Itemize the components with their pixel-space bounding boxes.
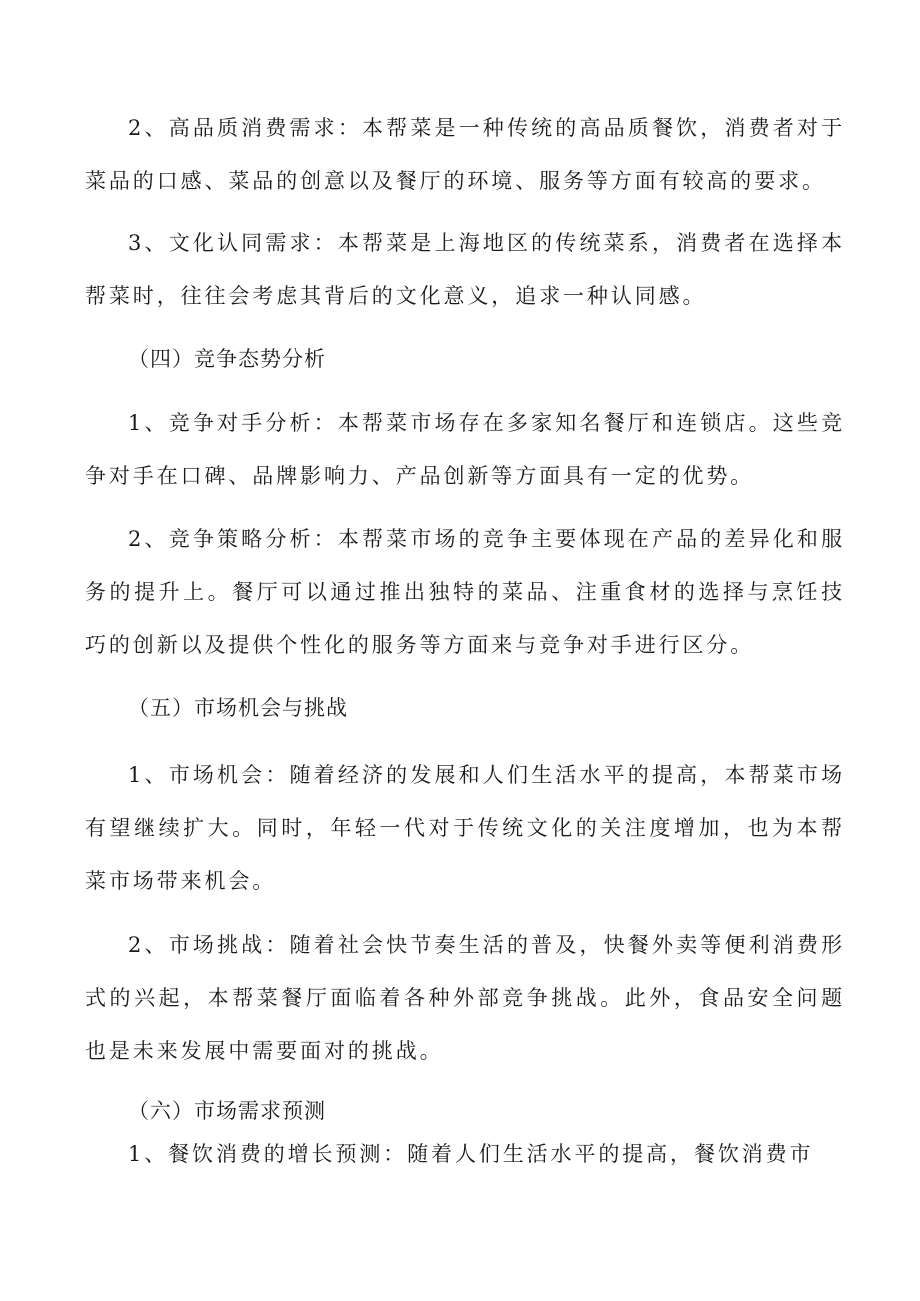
paragraph-market-challenge: 2、市场挑战：随着社会快节奏生活的普及，快餐外卖等便利消费形式的兴起，本帮菜餐厅面临着各种外部竞争挑战。此外，食品安全问题也是未来发展中需要面对的挑战。 [85,933,845,1063]
paragraph-competitive-strategy: 2、竞争策略分析：本帮菜市场的竞争主要体现在产品的差异化和服务的提升上。餐厅可以通过推出独特的菜品、注重食材的选择与烹饪技巧的创新以及提供个性化的服务等方面来与竞争对手进行区分。 [85,527,845,657]
paragraph-consumption-quality: 2、高品质消费需求：本帮菜是一种传统的高品质餐饮，消费者对于菜品的口感、菜品的创意以及餐厅的环境、服务等方面有较高的要求。 [85,116,845,193]
paragraph-consumption-growth: 1、餐饮消费的增长预测：随着人们生活水平的提高，餐饮消费市 [128,1142,814,1166]
section-heading-opportunities: （五）市场机会与挑战 [128,696,348,720]
section-heading-demand-forecast: （六）市场需求预测 [128,1099,326,1123]
paragraph-competitor-analysis: 1、竞争对手分析：本帮菜市场存在多家知名餐厅和连锁店。这些竞争对手在口碑、品牌影响力、产品创新等方面具有一定的优势。 [85,411,845,488]
paragraph-market-opportunity: 1、市场机会：随着经济的发展和人们生活水平的提高，本帮菜市场有望继续扩大。同时，年轻一代对于传统文化的关注度增加，也为本帮菜市场带来机会。 [85,763,845,893]
section-heading-competition: （四）竞争态势分析 [128,347,326,371]
paragraph-cultural-identity: 3、文化认同需求：本帮菜是上海地区的传统菜系，消费者在选择本帮菜时，往往会考虑其背后的文化意义，追求一种认同感。 [85,231,845,308]
